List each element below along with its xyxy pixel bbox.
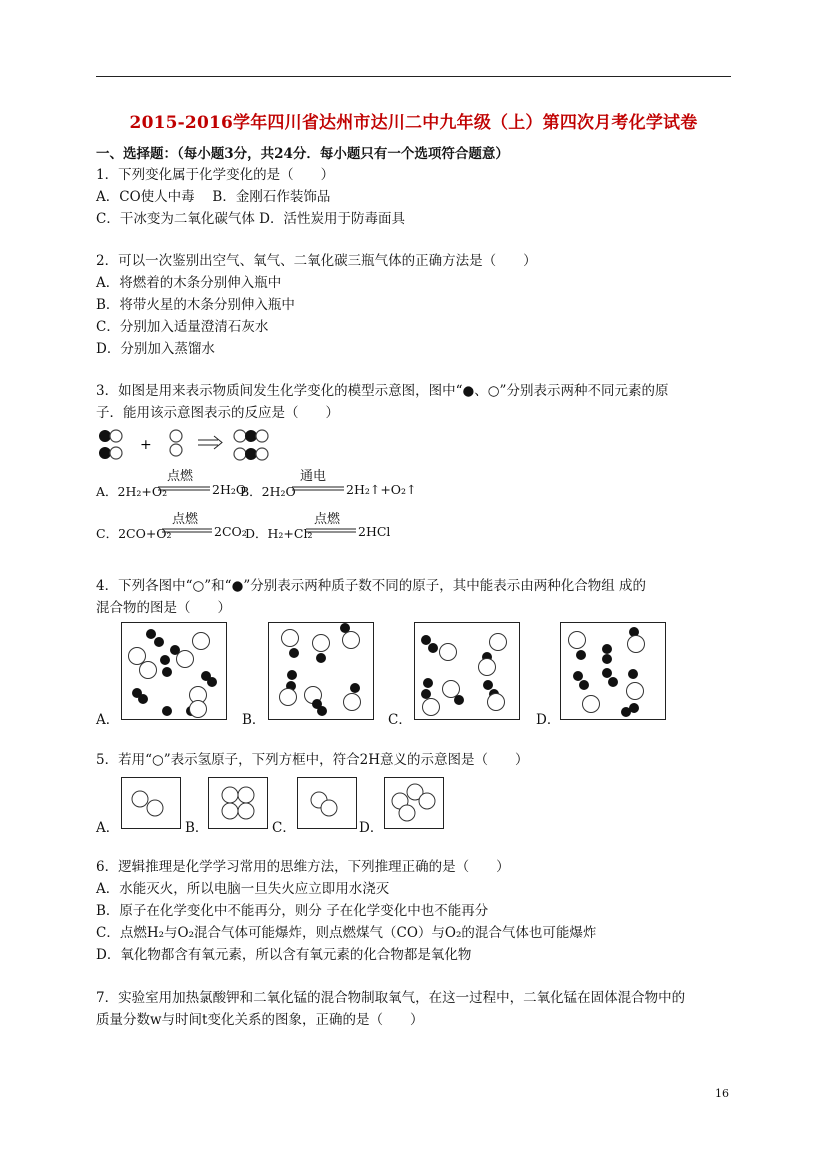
q1-options-cd: C．干冰变为二氧化碳气体 D．活性炭用于防毒面具 [96, 211, 405, 227]
q4-label-d: D． [536, 712, 561, 728]
q4-box-c [414, 622, 520, 720]
q5-box-c [297, 777, 357, 829]
equals-sign [162, 528, 212, 534]
q2-option-a: A．将燃着的木条分别伸入瓶中 [96, 275, 282, 291]
q3-option-c-left: C．2CO+O₂ [96, 526, 172, 541]
q6-option-b: B．原子在化学变化中不能再分，则分 子在化学变化中也不能再分 [96, 903, 489, 919]
q6-option-a: A．水能灭火，所以电脑一旦失火应立即用水浇灭 [96, 881, 390, 897]
q3-option-d-left: D．H₂+Cl₂ [245, 526, 313, 541]
q5-box-d [384, 777, 444, 829]
q3-stem-line2: 子．能用该示意图表示的反应是（ ） [96, 405, 339, 421]
q7-stem-line2: 质量分数w与时间t变化关系的图象，正确的是（ ） [96, 1012, 424, 1028]
q5-label-a: A． [96, 820, 120, 836]
q4-stem-line1: 4．下列各图中“○”和“●”分别表示两种质子数不同的原子，其中能表示由两种化合物组 成的 [96, 578, 647, 594]
q2-option-c: C．分别加入适量澄清石灰水 [96, 319, 269, 335]
header-rule [96, 76, 731, 77]
q4-label-b: B． [242, 712, 266, 728]
reactant-molecule-2 [170, 430, 182, 456]
q1-stem: 1．下列变化属于化学变化的是（ ） [96, 167, 335, 183]
q3-option-a-right: 2H₂O [212, 482, 247, 497]
q5-label-d: D． [359, 820, 384, 836]
q3-option-d-right: 2HCl [358, 524, 391, 539]
section-heading: 一、选择题：（每小题3分，共24分．每小题只有一个选项符合题意） [96, 146, 509, 162]
q5-box-b [208, 777, 268, 829]
reactant-molecules [99, 430, 122, 459]
reaction-model-diagram [96, 426, 296, 466]
q7-stem-line1: 7．实验室用加热氯酸钾和二氧化锰的混合物制取氧气，在这一过程中，二氧化锰在固体混合物中的 [96, 990, 686, 1006]
q3-option-b-right: 2H₂↑+O₂↑ [346, 482, 417, 497]
q4-label-a: A． [96, 712, 120, 728]
q2-option-d: D．分别加入蒸馏水 [96, 341, 215, 357]
q6-stem: 6．逻辑推理是化学学习常用的思维方法，下列推理正确的是（ ） [96, 859, 510, 875]
q1-options-ab: A．CO使人中毒 B．金刚石作装饰品 [96, 189, 331, 205]
q6-option-d: D．氧化物都含有氧元素，所以含有氧元素的化合物都是氧化物 [96, 947, 472, 963]
q3-option-a-left: A．2H₂+O₂ [96, 484, 168, 499]
q6-option-c: C．点燃H₂与O₂混合气体可能爆炸，则点燃煤气（CO）与O₂的混合气体也可能爆炸 [96, 925, 597, 941]
q2-stem: 2．可以一次鉴别出空气、氧气、二氧化碳三瓶气体的正确方法是（ ） [96, 253, 537, 269]
q4-box-d [560, 622, 666, 720]
q5-label-b: B． [185, 820, 209, 836]
equals-sign [306, 528, 356, 534]
plus-sign: + [140, 437, 152, 453]
arrow-icon [198, 436, 222, 449]
q3-stem-line1: 3．如图是用来表示物质间发生化学变化的模型示意图，图中“●、○”分别表示两种不同元素的原 [96, 383, 669, 399]
equals-sign [158, 486, 210, 492]
q5-stem: 5．若用“○”表示氢原子，下列方框中，符合2H意义的示意图是（ ） [96, 752, 529, 768]
page-title: 2015-2016学年四川省达州市达川二中九年级（上）第四次月考化学试卷 [129, 113, 698, 133]
q5-label-c: C． [272, 820, 296, 836]
q2-option-b: B．将带火星的木条分别伸入瓶中 [96, 297, 295, 313]
q4-stem-line2: 混合物的图是（ ） [96, 600, 231, 616]
q4-label-c: C． [388, 712, 412, 728]
q3-option-c-right: 2CO₂ [214, 524, 247, 539]
equals-sign [292, 486, 344, 492]
q4-box-b [268, 622, 374, 720]
q3-option-c-condition: 点燃 [172, 512, 199, 527]
q5-box-a [121, 777, 181, 829]
q3-option-a-condition: 点燃 [167, 469, 194, 484]
q3-option-b-left: B．2H₂O [240, 484, 296, 499]
q4-box-a [121, 622, 227, 720]
product-molecules [234, 430, 268, 460]
q3-option-b-condition: 通电 [300, 469, 327, 484]
page-number: 16 [715, 1087, 729, 1100]
q3-option-d-condition: 点燃 [314, 512, 341, 527]
